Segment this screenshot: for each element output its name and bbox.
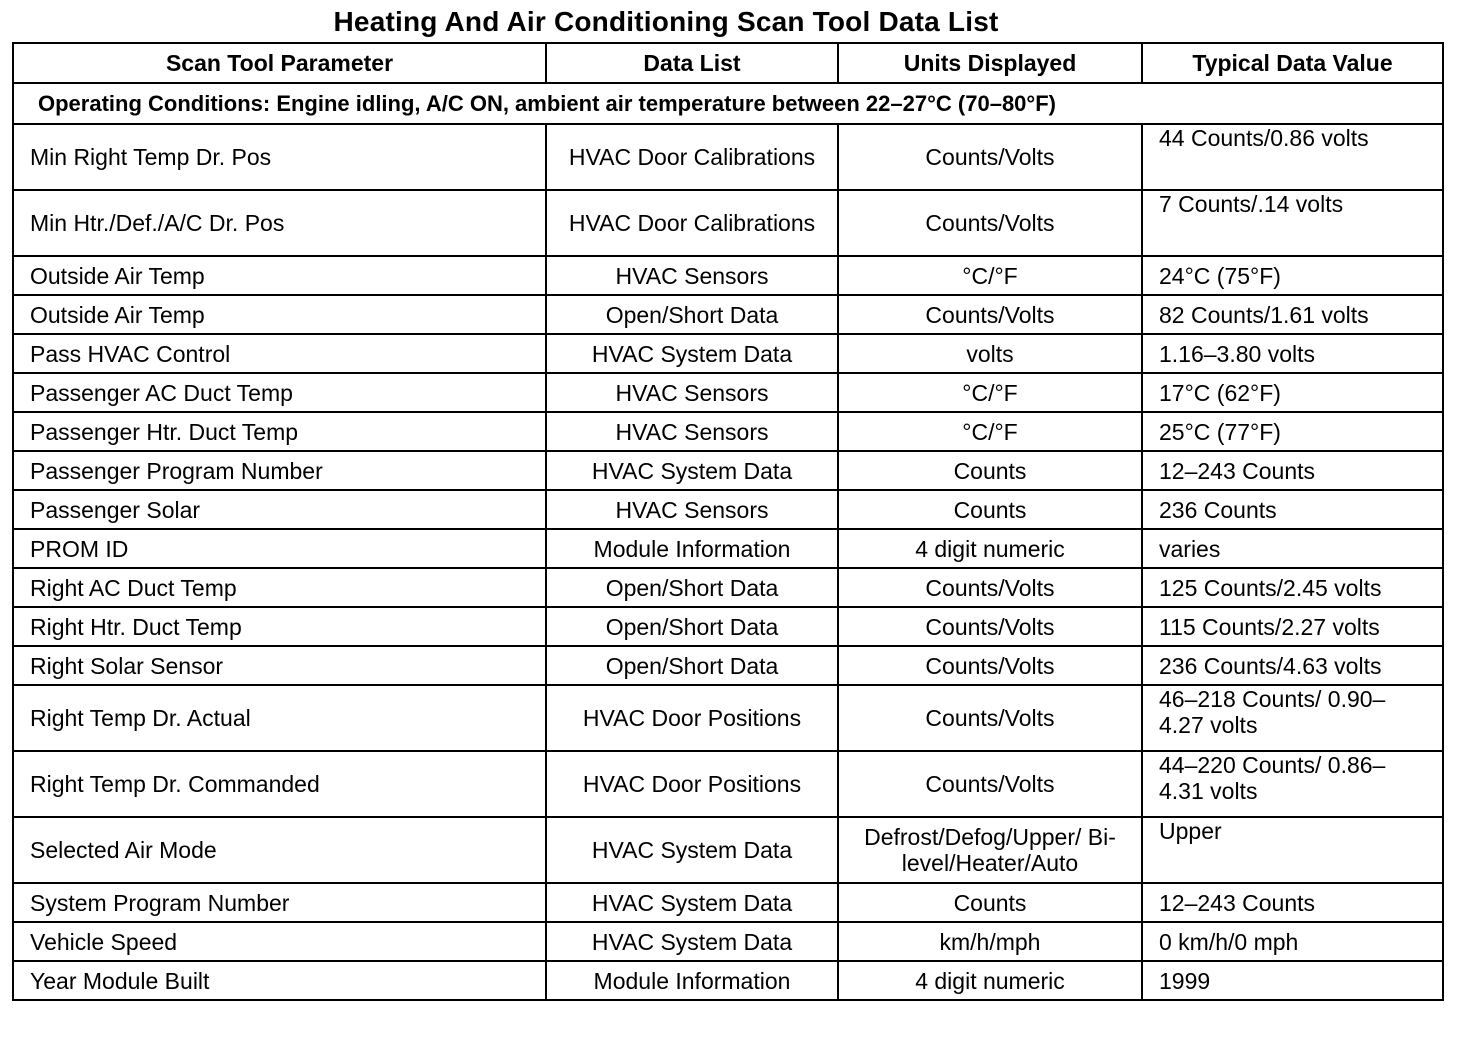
cell-typical-value: 25°C (77°F)	[1142, 412, 1443, 451]
cell-units: Counts/Volts	[838, 568, 1142, 607]
cell-units: Counts/Volts	[838, 607, 1142, 646]
cell-data-list: HVAC System Data	[546, 883, 838, 922]
table-row	[13, 373, 1443, 412]
cell-units: Counts/Volts	[838, 646, 1142, 685]
cell-data-list: Open/Short Data	[546, 607, 838, 646]
table-row	[13, 817, 1443, 883]
cell-parameter: PROM ID	[13, 529, 546, 568]
cell-typical-value: 12–243 Counts	[1142, 883, 1443, 922]
cell-typical-value: 12–243 Counts	[1142, 451, 1443, 490]
cell-typical-value: Upper	[1142, 817, 1443, 883]
cell-parameter: Min Right Temp Dr. Pos	[13, 124, 546, 190]
cell-parameter: Right Temp Dr. Actual	[13, 685, 546, 751]
cell-parameter: Right AC Duct Temp	[13, 568, 546, 607]
cell-units: Defrost/Defog/Upper/ Bi-level/Heater/Auto	[838, 817, 1142, 883]
operating-conditions-row	[13, 83, 1443, 124]
column-header-units: Units Displayed	[838, 43, 1142, 83]
table-row	[13, 412, 1443, 451]
cell-data-list: HVAC Sensors	[546, 256, 838, 295]
table-row	[13, 922, 1443, 961]
cell-parameter: System Program Number	[13, 883, 546, 922]
operating-conditions: Operating Conditions: Engine idling, A/C ON, ambient air temperature between 22–27°C (70–80°F)	[13, 83, 1443, 124]
table-row	[13, 685, 1443, 751]
table-row	[13, 646, 1443, 685]
cell-data-list: Open/Short Data	[546, 568, 838, 607]
cell-typical-value: 7 Counts/.14 volts	[1142, 190, 1443, 256]
table-row	[13, 451, 1443, 490]
cell-data-list: HVAC Sensors	[546, 490, 838, 529]
cell-units: km/h/mph	[838, 922, 1142, 961]
cell-parameter: Right Solar Sensor	[13, 646, 546, 685]
cell-parameter: Selected Air Mode	[13, 817, 546, 883]
cell-parameter: Year Module Built	[13, 961, 546, 1000]
cell-typical-value: 44–220 Counts/ 0.86–4.31 volts	[1142, 751, 1443, 817]
cell-data-list: HVAC Sensors	[546, 412, 838, 451]
cell-parameter: Min Htr./Def./A/C Dr. Pos	[13, 190, 546, 256]
cell-data-list: Open/Short Data	[546, 295, 838, 334]
cell-data-list: HVAC System Data	[546, 817, 838, 883]
table-row	[13, 529, 1443, 568]
cell-typical-value: 1.16–3.80 volts	[1142, 334, 1443, 373]
table-row	[13, 334, 1443, 373]
cell-parameter: Right Temp Dr. Commanded	[13, 751, 546, 817]
table-row	[13, 883, 1443, 922]
cell-units: 4 digit numeric	[838, 529, 1142, 568]
cell-parameter: Vehicle Speed	[13, 922, 546, 961]
cell-typical-value: 125 Counts/2.45 volts	[1142, 568, 1443, 607]
cell-typical-value: varies	[1142, 529, 1443, 568]
table-row	[13, 256, 1443, 295]
cell-units: Counts/Volts	[838, 190, 1142, 256]
cell-typical-value: 236 Counts	[1142, 490, 1443, 529]
cell-units: °C/°F	[838, 256, 1142, 295]
cell-typical-value: 1999	[1142, 961, 1443, 1000]
cell-data-list: HVAC Door Positions	[546, 751, 838, 817]
cell-data-list: Open/Short Data	[546, 646, 838, 685]
cell-units: Counts	[838, 490, 1142, 529]
cell-parameter: Outside Air Temp	[13, 256, 546, 295]
cell-units: volts	[838, 334, 1142, 373]
cell-parameter: Passenger AC Duct Temp	[13, 373, 546, 412]
cell-typical-value: 46–218 Counts/ 0.90–4.27 volts	[1142, 685, 1443, 751]
cell-units: Counts/Volts	[838, 685, 1142, 751]
table-row	[13, 124, 1443, 190]
cell-typical-value: 24°C (75°F)	[1142, 256, 1443, 295]
table-row	[13, 961, 1443, 1000]
cell-units: Counts	[838, 451, 1142, 490]
cell-typical-value: 44 Counts/0.86 volts	[1142, 124, 1443, 190]
cell-data-list: HVAC System Data	[546, 334, 838, 373]
cell-data-list: Module Information	[546, 529, 838, 568]
cell-data-list: Module Information	[546, 961, 838, 1000]
table-row	[13, 190, 1443, 256]
cell-typical-value: 0 km/h/0 mph	[1142, 922, 1443, 961]
cell-data-list: HVAC Door Calibrations	[546, 124, 838, 190]
cell-typical-value: 236 Counts/4.63 volts	[1142, 646, 1443, 685]
header-row	[13, 43, 1443, 83]
cell-parameter: Passenger Program Number	[13, 451, 546, 490]
column-header-typical-value: Typical Data Value	[1142, 43, 1443, 83]
column-header-parameter: Scan Tool Parameter	[13, 43, 546, 83]
cell-units: Counts	[838, 883, 1142, 922]
page-title: Heating And Air Conditioning Scan Tool Data List	[333, 6, 999, 37]
cell-data-list: HVAC System Data	[546, 451, 838, 490]
table-body	[13, 83, 1443, 1000]
column-header-data-list: Data List	[546, 43, 838, 83]
cell-data-list: HVAC System Data	[546, 922, 838, 961]
cell-parameter: Pass HVAC Control	[13, 334, 546, 373]
table-row	[13, 568, 1443, 607]
cell-units: Counts/Volts	[838, 124, 1142, 190]
cell-units: Counts/Volts	[838, 751, 1142, 817]
cell-typical-value: 115 Counts/2.27 volts	[1142, 607, 1443, 646]
cell-data-list: HVAC Door Calibrations	[546, 190, 838, 256]
scan-tool-data-table	[12, 42, 1444, 1001]
cell-parameter: Outside Air Temp	[13, 295, 546, 334]
cell-parameter: Right Htr. Duct Temp	[13, 607, 546, 646]
cell-units: °C/°F	[838, 412, 1142, 451]
cell-typical-value: 82 Counts/1.61 volts	[1142, 295, 1443, 334]
cell-typical-value: 17°C (62°F)	[1142, 373, 1443, 412]
cell-units: °C/°F	[838, 373, 1142, 412]
cell-data-list: HVAC Sensors	[546, 373, 838, 412]
table-row	[13, 295, 1443, 334]
table-row	[13, 607, 1443, 646]
cell-parameter: Passenger Solar	[13, 490, 546, 529]
cell-units: 4 digit numeric	[838, 961, 1142, 1000]
cell-parameter: Passenger Htr. Duct Temp	[13, 412, 546, 451]
cell-units: Counts/Volts	[838, 295, 1142, 334]
cell-data-list: HVAC Door Positions	[546, 685, 838, 751]
table-row	[13, 751, 1443, 817]
table-row	[13, 490, 1443, 529]
